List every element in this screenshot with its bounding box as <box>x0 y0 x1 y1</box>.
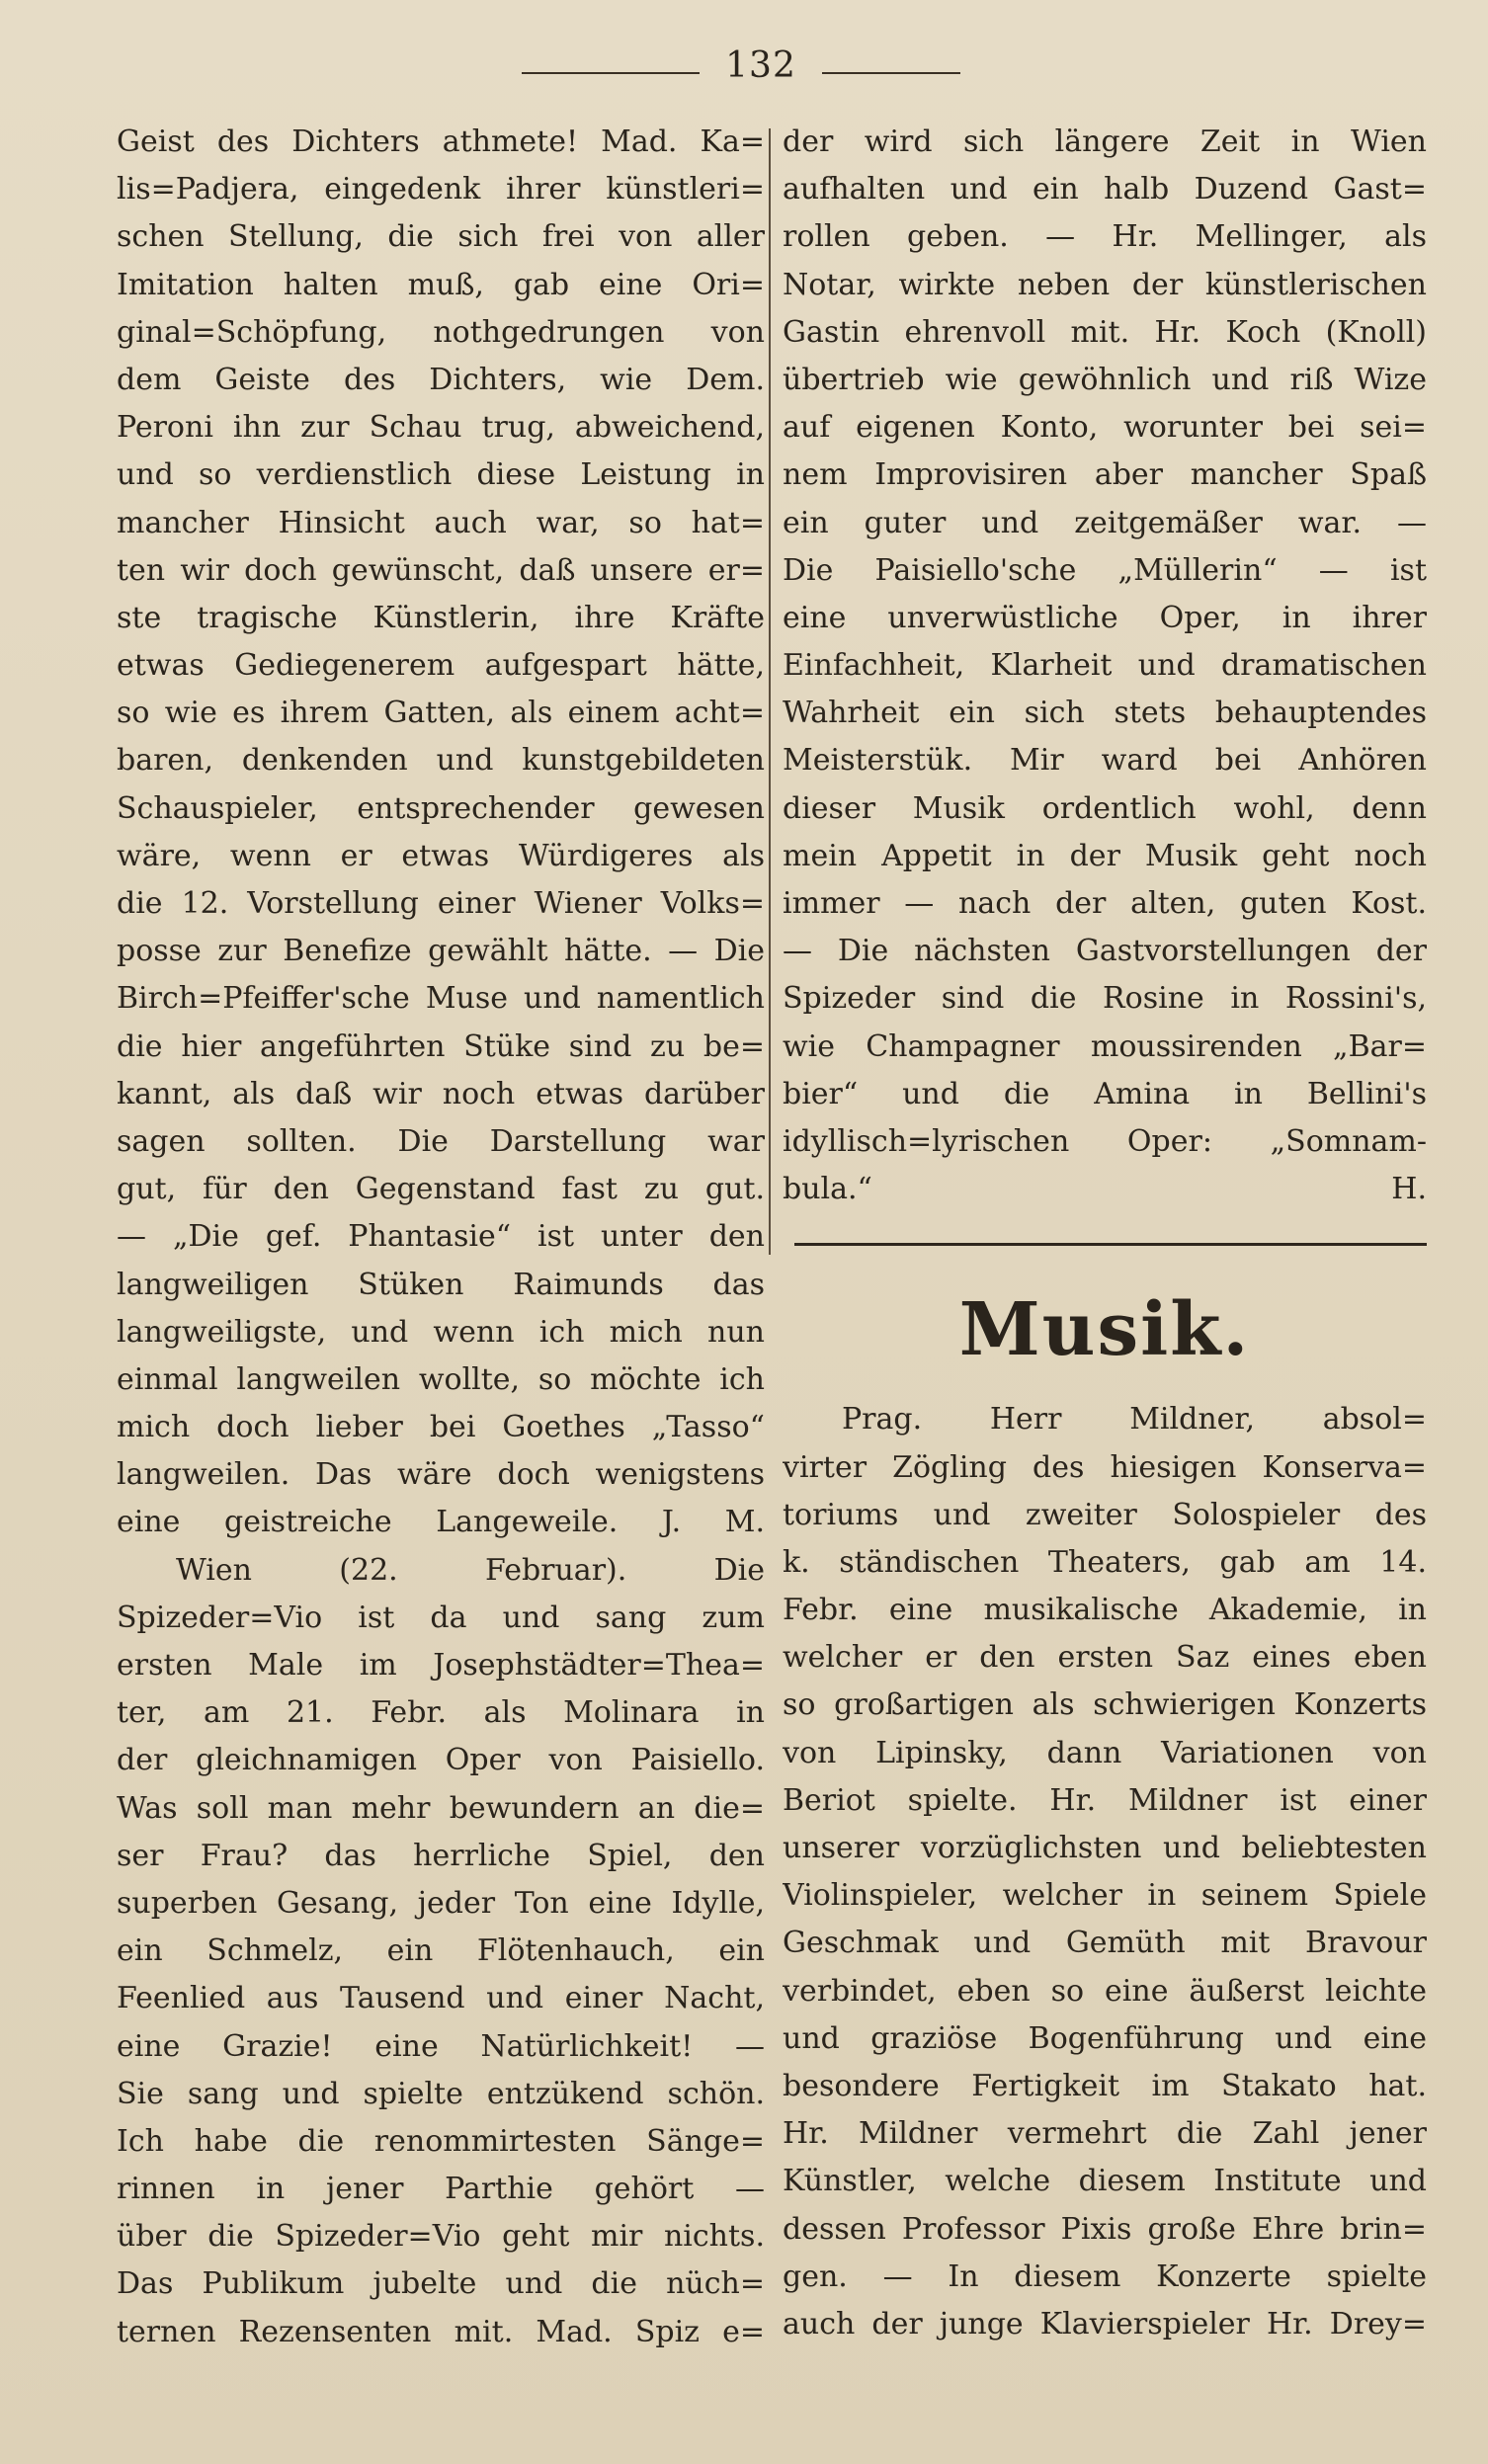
text-line: langweiligste, und wenn ich mich nun <box>117 1314 765 1350</box>
musik-article <box>783 1396 1427 2348</box>
text-line: die hier angeführten Stüke sind zu be= <box>117 1028 765 1064</box>
text-line: bier“ und die Amina in Bellini's <box>783 1076 1427 1111</box>
text-line: mancher Hinsicht auch war, so hat= <box>117 505 765 540</box>
text-line: aufhalten und ein halb Duzend Gast= <box>783 172 1427 207</box>
text-line: langweilen. Das wäre doch wenigstens <box>117 1457 765 1493</box>
text-line: so großartigen als schwierigen Konzerts <box>783 1687 1427 1723</box>
text-line: Schauspieler, entsprechender gewesen <box>117 790 765 826</box>
text-line: eine Grazie! eine Natürlichkeit! — <box>117 2028 765 2064</box>
text-line: und graziöse Bogenführung und eine <box>783 2020 1427 2056</box>
text-line: kannt, als daß wir noch etwas darüber <box>117 1076 765 1111</box>
text-line: Spizeder sind die Rosine in Rossini's, <box>783 981 1427 1017</box>
column-divider <box>769 128 771 1255</box>
section-divider <box>794 1243 1427 1246</box>
text-line: auf eigenen Konto, worunter bei sei= <box>783 410 1427 446</box>
text-line: Imitation halten muß, gab eine Ori= <box>117 267 765 302</box>
header-rule-right <box>822 72 960 74</box>
text-line: Hr. Mildner vermehrt die Zahl jener <box>783 2116 1427 2152</box>
text-line: Peroni ihn zur Schau trug, abweichend, <box>117 410 765 446</box>
text-line: ste tragische Künstlerin, ihre Kräfte <box>117 600 765 635</box>
text-line: Sie sang und spielte entzükend schön. <box>117 2076 765 2111</box>
text-line: ginal=Schöpfung, nothgedrungen von <box>117 314 765 350</box>
text-line: Meisterstük. Mir ward bei Anhören <box>783 743 1427 779</box>
text-line: einmal langweilen wollte, so möchte ich <box>117 1361 765 1397</box>
text-line: posse zur Benefize gewählt hätte. — Die <box>117 934 765 969</box>
text-line: Was soll man mehr bewundern an die= <box>117 1790 765 1826</box>
dateline: Wien (22. Februar). Die <box>176 1552 765 1588</box>
text-line: rollen geben. — Hr. Mellinger, als <box>783 219 1427 255</box>
text-line: Beriot spielte. Hr. Mildner ist einer <box>783 1782 1427 1818</box>
text-line: schen Stellung, die sich frei von aller <box>117 219 765 255</box>
text-line: Ich habe die renommirtesten Sänge= <box>117 2123 765 2159</box>
text-line: Einfachheit, Klarheit und dramatischen <box>783 648 1427 684</box>
text-line: mein Appetit in der Musik geht noch <box>783 838 1427 873</box>
text-line: Geist des Dichters athmete! Mad. Ka= <box>117 124 765 159</box>
text-line: und so verdienstlich diese Leistung in <box>117 457 765 493</box>
text-line-signature: eine geistreiche Langeweile. J. M. <box>117 1505 765 1540</box>
text-line: ersten Male im Josephstädter=Thea= <box>117 1648 765 1683</box>
text-line: auch der junge Klavierspieler Hr. Drey= <box>783 2306 1427 2341</box>
text-line: die 12. Vorstellung einer Wiener Volks= <box>117 886 765 921</box>
left-column <box>117 119 765 2356</box>
text-line: unserer vorzüglichsten und beliebtesten <box>783 1831 1427 1865</box>
text-line: eine unverwüstliche Oper, in ihrer <box>783 600 1427 635</box>
text-line: Gastin ehrenvoll mit. Hr. Koch (Knoll) <box>783 314 1427 350</box>
text-line: mich doch lieber bei Goethes „Tasso“ <box>117 1410 765 1445</box>
header-rule-left <box>522 72 700 74</box>
text-line: Wahrheit ein sich stets behauptendes <box>783 696 1427 731</box>
text-line: Violinspieler, welcher in seinem Spiele <box>783 1878 1427 1914</box>
text-line: toriums und zweiter Solospieler des <box>783 1497 1427 1532</box>
text-line: über die Spizeder=Vio geht mir nichts. <box>117 2219 765 2255</box>
text-line: wäre, wenn er etwas Würdigeres als <box>117 838 765 873</box>
text-line: welcher er den ersten Saz eines eben <box>783 1640 1427 1676</box>
text-line: ser Frau? das herrliche Spiel, den <box>117 1838 765 1873</box>
text-line: dessen Professor Pixis große Ehre brin= <box>783 2211 1427 2247</box>
text-line: k. ständischen Theaters, gab am 14. <box>783 1544 1427 1580</box>
text-line: der gleichnamigen Oper von Paisiello. <box>117 1743 765 1778</box>
text-line: immer — nach der alten, guten Kost. <box>783 886 1427 921</box>
text-line-signature: bula.“ H. <box>783 1172 1427 1207</box>
text-line: ein Schmelz, ein Flötenhauch, ein <box>117 1933 765 1969</box>
text-line: ternen Rezensenten mit. Mad. Spiz e= <box>117 2314 765 2349</box>
text-line: superben Gesang, jeder Ton eine Idylle, <box>117 1885 765 1921</box>
text-line: dieser Musik ordentlich wohl, denn <box>783 790 1427 826</box>
text-line: wie Champagner moussirenden „Bar= <box>783 1028 1427 1064</box>
text-line: Das Publikum jubelte und die nüch= <box>117 2266 765 2302</box>
text-line: Feenlied aus Tausend und einer Nacht, <box>117 1981 765 2016</box>
text-line: baren, denkenden und kunstgebildeten <box>117 743 765 779</box>
section-title-musik: Musik. <box>958 1287 1251 1373</box>
text-line: der wird sich längere Zeit in Wien <box>783 124 1427 159</box>
text-line: Geschmak und Gemüth mit Bravour <box>783 1926 1427 1961</box>
text-line: dem Geiste des Dichters, wie Dem. <box>117 362 765 397</box>
text-line: ten wir doch gewünscht, daß unsere er= <box>117 552 765 588</box>
text-line: so wie es ihrem Gatten, als einem acht= <box>117 696 765 731</box>
text-line: rinnen in jener Parthie gehört — <box>117 2172 765 2207</box>
right-column <box>783 119 1427 2348</box>
text-line: übertrieb wie gewöhnlich und riß Wize <box>783 362 1427 397</box>
text-line: gut, für den Gegenstand fast zu gut. <box>117 1172 765 1207</box>
text-line: verbindet, eben so eine äußerst leichte <box>783 1973 1427 2009</box>
text-line: Notar, wirkte neben der künstlerischen <box>783 267 1427 302</box>
text-line: etwas Gediegenerem aufgespart hätte, <box>117 648 765 684</box>
dateline: Prag. Herr Mildner, absol= <box>842 1402 1427 1437</box>
text-line: Die Paisiello'sche „Müllerin“ — ist <box>783 552 1427 588</box>
page-number: 132 <box>725 45 796 86</box>
text-line: langweiligen Stüken Raimunds das <box>117 1267 765 1302</box>
text-line: gen. — In diesem Konzerte spielte <box>783 2259 1427 2294</box>
text-line: ein guter und zeitgemäßer war. — <box>783 505 1427 540</box>
text-line: Febr. eine musikalische Akademie, in <box>783 1593 1427 1628</box>
text-line: Birch=Pfeiffer'sche Muse und namentlich <box>117 981 765 1017</box>
text-line: sagen sollten. Die Darstellung war <box>117 1123 765 1159</box>
text-line: — „Die gef. Phantasie“ ist unter den <box>117 1219 765 1255</box>
page-header <box>0 45 1488 95</box>
text-line: besondere Fertigkeit im Stakato hat. <box>783 2068 1427 2103</box>
text-line: virter Zögling des hiesigen Konserva= <box>783 1449 1427 1485</box>
text-line: ter, am 21. Febr. als Molinara in <box>117 1695 765 1731</box>
text-line: Spizeder=Vio ist da und sang zum <box>117 1600 765 1635</box>
text-line: lis=Padjera, eingedenk ihrer künstleri= <box>117 172 765 207</box>
text-line: idyllisch=lyrischen Oper: „Somnam- <box>783 1123 1427 1159</box>
text-line: — Die nächsten Gastvorstellungen der <box>783 934 1427 969</box>
text-line: Künstler, welche diesem Institute und <box>783 2164 1427 2199</box>
text-line: nem Improvisiren aber mancher Spaß <box>783 457 1427 493</box>
text-line: von Lipinsky, dann Variationen von <box>783 1735 1427 1770</box>
